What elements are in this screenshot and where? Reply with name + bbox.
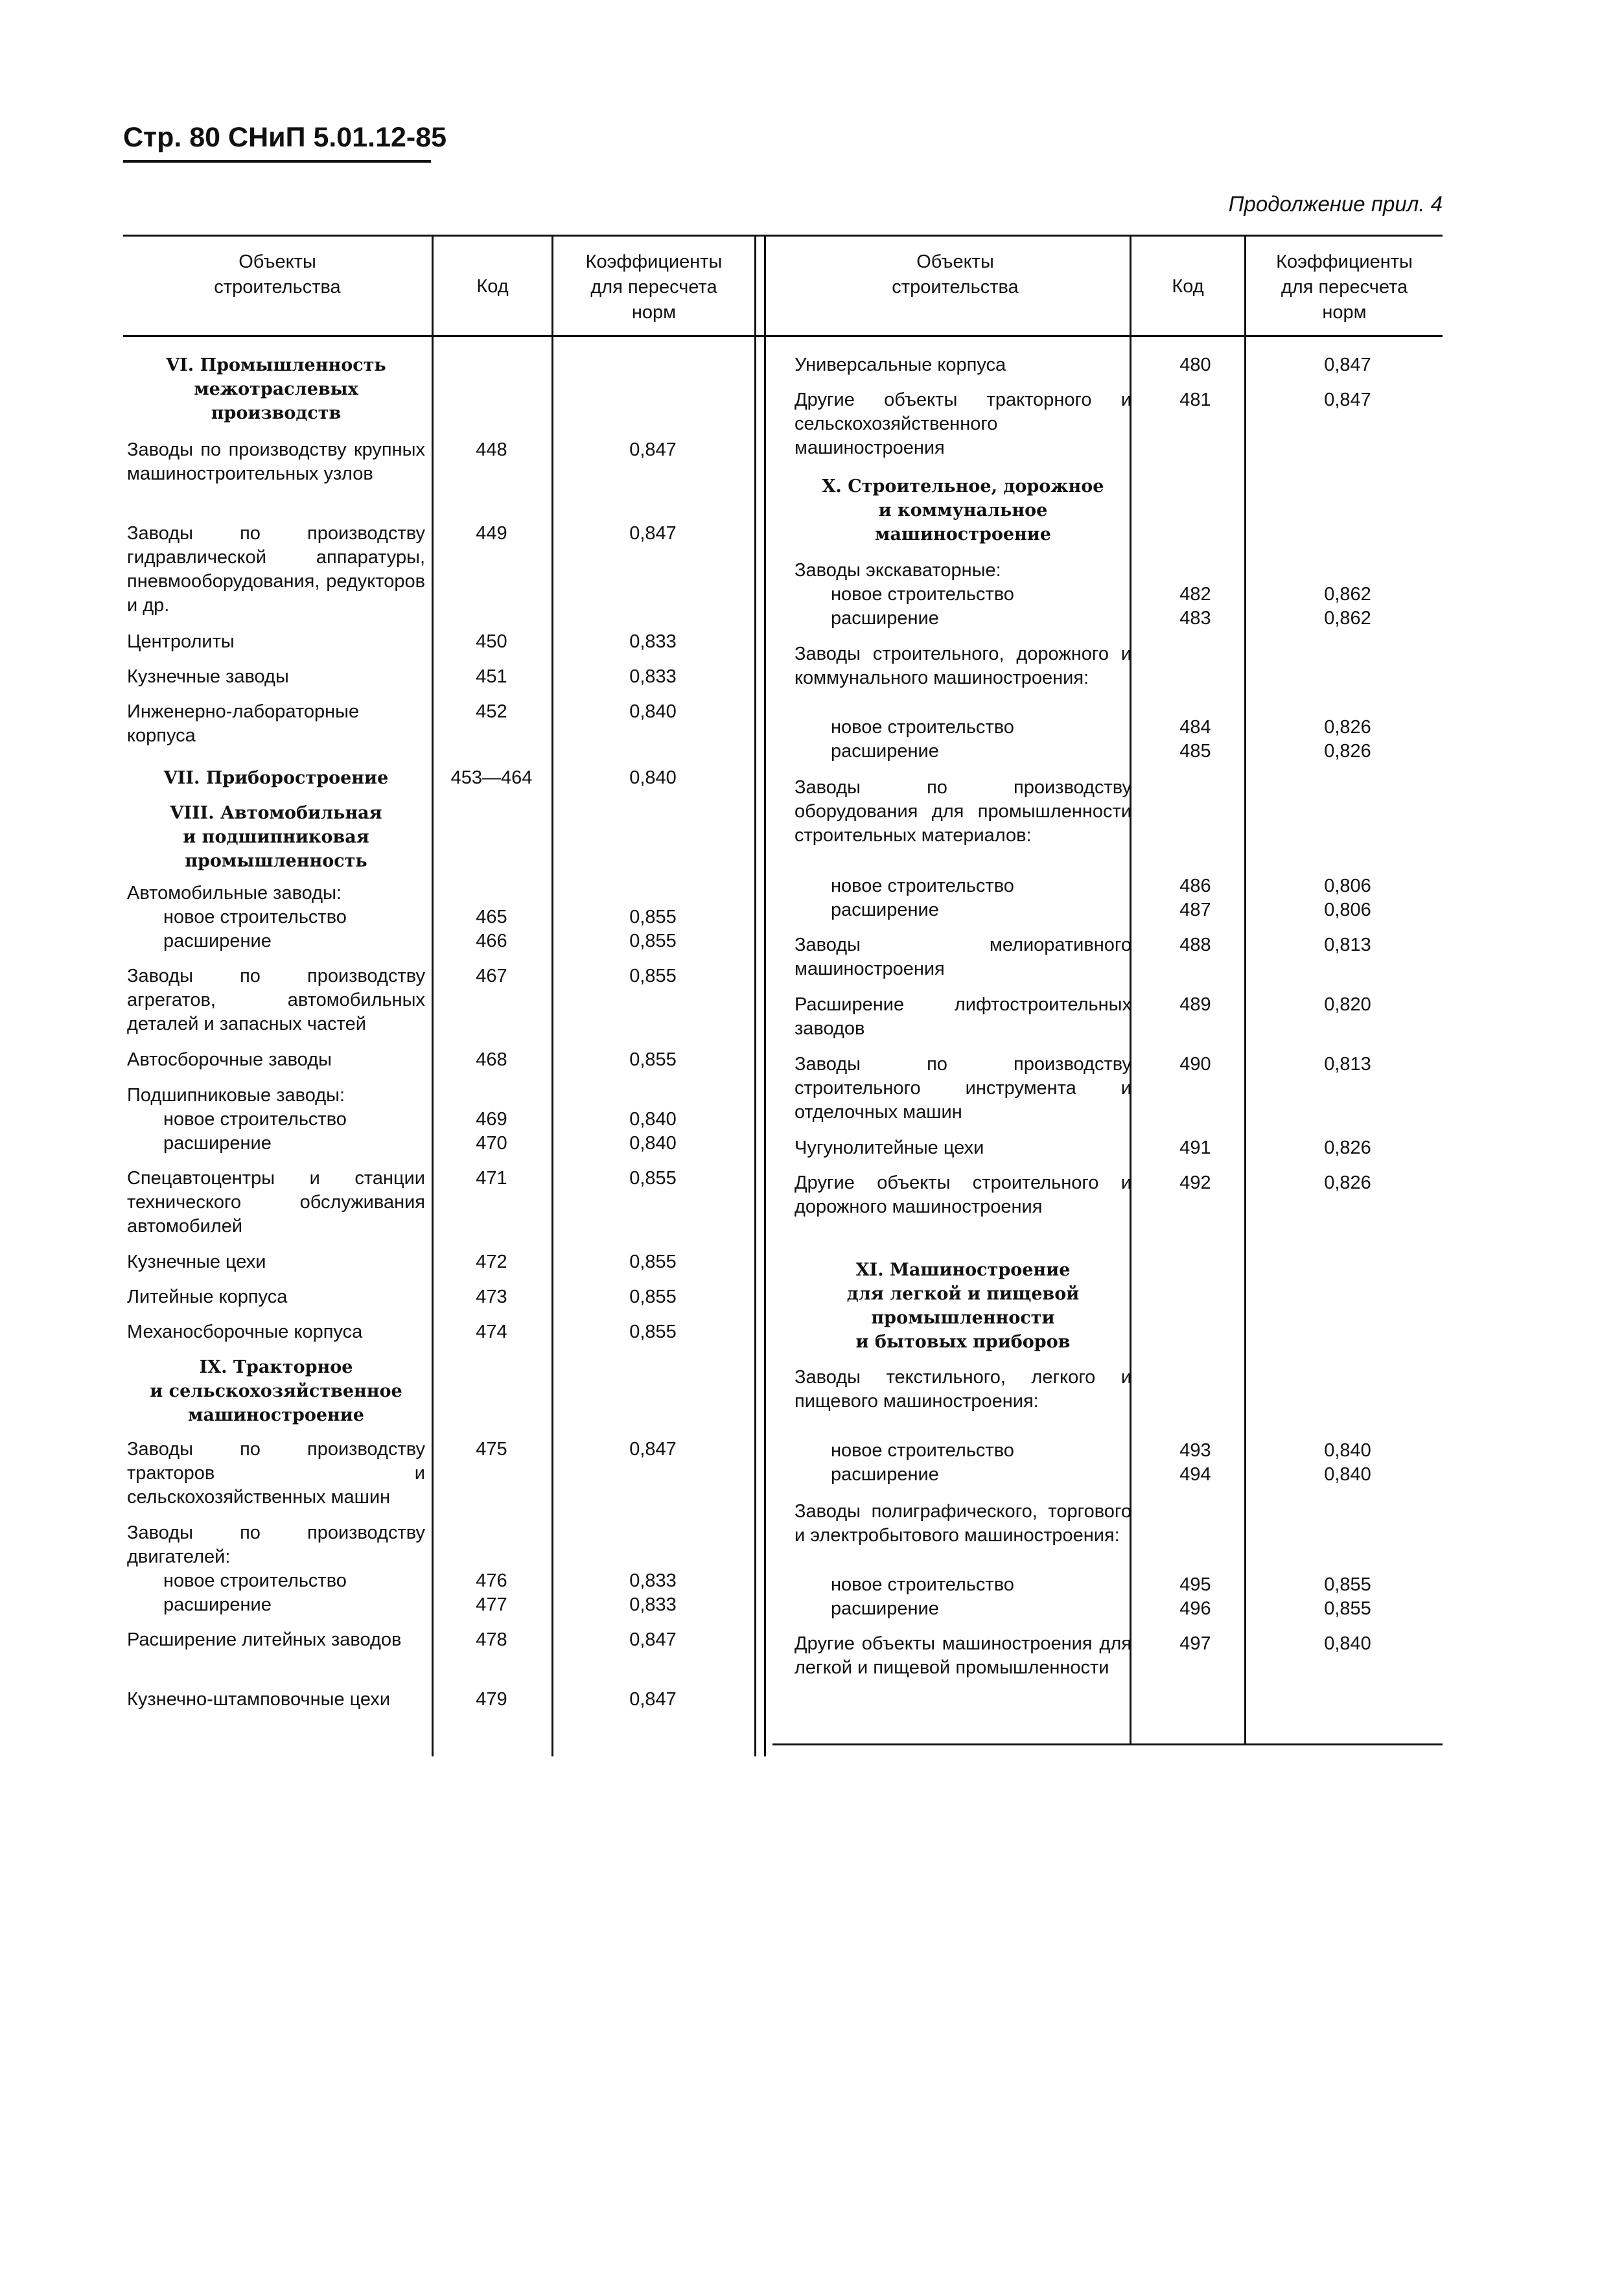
table-row (123, 1048, 754, 1072)
row-name: Заводы полиграфического, торгового и электробытового машиностроения: (795, 1501, 1131, 1546)
row-name: Заводы текстильного, легкого и пищевого машиностроения: (795, 1367, 1131, 1412)
row-code (432, 1084, 551, 1108)
row-coefficient (551, 1084, 754, 1108)
table-row (791, 1597, 1443, 1621)
row-code: 488 (1179, 935, 1211, 955)
section-heading: X. Строительное, дорожное и коммунальное машиностроение (822, 476, 1104, 544)
table-row (123, 1132, 754, 1156)
row-name: Заводы по производству крупных машиностроительных узлов (127, 439, 425, 484)
continuation-note: Продолжение прил. 4 (1228, 192, 1443, 216)
row-coefficient: 0,833 (629, 666, 677, 687)
header-underline (123, 160, 431, 163)
row-code: 480 (1179, 355, 1211, 375)
table-row (791, 1463, 1443, 1487)
row-code: 493 (1179, 1440, 1211, 1461)
row-name: Заводы по производству тракторов и сельскохозяйственных машин (127, 1439, 425, 1508)
row-code: 478 (476, 1629, 507, 1650)
row-name: новое строительство (831, 584, 1014, 605)
table-row (791, 740, 1443, 763)
table-row (123, 1250, 754, 1274)
row-code (432, 1355, 551, 1427)
row-code (432, 881, 551, 905)
row-code (1138, 474, 1253, 546)
table-row (123, 1084, 754, 1108)
row-coefficient: 0,855 (629, 966, 677, 986)
table-row (123, 801, 754, 873)
row-coefficient: 0,855 (629, 1287, 677, 1307)
row-name: Автомобильные заводы: (127, 883, 342, 903)
row-code: 451 (476, 666, 507, 687)
table-row (123, 766, 754, 790)
table-row (123, 700, 754, 748)
row-name: Инженерно-лабораторные корпуса (127, 701, 360, 746)
row-coefficient: 0,806 (1324, 900, 1371, 920)
row-code: 492 (1179, 1172, 1211, 1193)
row-code: 469 (476, 1109, 507, 1130)
row-code (1138, 1258, 1253, 1354)
row-code (1138, 559, 1253, 583)
table-row (123, 881, 754, 905)
row-name: Расширение литейных заводов (127, 1629, 402, 1650)
row-coefficient: 0,820 (1324, 994, 1371, 1015)
row-code: 452 (476, 701, 507, 722)
row-coefficient: 0,855 (629, 931, 677, 951)
row-coefficient: 0,855 (629, 1252, 677, 1272)
row-name: Подшипниковые заводы: (127, 1085, 345, 1106)
row-code (432, 801, 551, 873)
row-coefficient (551, 881, 754, 905)
row-code (1138, 642, 1253, 690)
row-code: 470 (476, 1133, 507, 1154)
row-coefficient: 0,840 (1324, 1464, 1371, 1485)
row-coefficient: 0,833 (629, 1570, 677, 1591)
row-name: Другие объекты машиностроения для легкой и пищевой промышленности (795, 1633, 1131, 1678)
table-row (791, 933, 1443, 981)
row-coefficient: 0,840 (629, 767, 677, 788)
row-coefficient (1253, 474, 1443, 546)
row-coefficient: 0,847 (629, 439, 677, 460)
row-coefficient: 0,855 (629, 1049, 677, 1070)
row-coefficient: 0,855 (629, 1322, 677, 1342)
row-code: 471 (476, 1168, 507, 1189)
row-coefficient: 0,826 (1324, 1172, 1371, 1193)
row-code (432, 353, 551, 425)
table-row (791, 1573, 1443, 1597)
row-code (1138, 776, 1253, 848)
row-coefficient: 0,840 (629, 701, 677, 722)
row-code: 449 (476, 523, 507, 544)
row-code: 491 (1179, 1137, 1211, 1158)
table-row (791, 716, 1443, 740)
row-coefficient: 0,826 (1324, 741, 1371, 762)
row-name: Заводы мелиоративного машиностроения (795, 935, 1131, 979)
row-coefficient: 0,847 (1324, 390, 1371, 410)
row-coefficient: 0,855 (1324, 1574, 1371, 1595)
row-name: расширение (163, 931, 272, 951)
col-header-objects-right: Объекты строительства (892, 251, 1019, 297)
row-code: 476 (476, 1570, 507, 1591)
table-row (791, 1366, 1443, 1414)
row-coefficient: 0,826 (1324, 1137, 1371, 1158)
table-row (791, 1053, 1443, 1125)
row-name: расширение (831, 741, 939, 762)
row-name: Кузнечные цехи (127, 1252, 266, 1272)
row-name: Заводы по производству оборудования для промышленности строительных материалов: (795, 777, 1131, 846)
table-row (123, 1108, 754, 1132)
row-code: 479 (476, 1689, 507, 1710)
row-name: Универсальные корпуса (795, 355, 1006, 375)
table-row (123, 1688, 754, 1712)
table-row (123, 1320, 754, 1344)
row-name: Другие объекты тракторного и сельскохозяйственного машиностроения (795, 390, 1131, 458)
row-name: Кузнечные заводы (127, 666, 289, 687)
row-coefficient (1253, 642, 1443, 690)
table-row (123, 1569, 754, 1593)
row-code: 481 (1179, 390, 1211, 410)
row-coefficient: 0,847 (629, 1439, 677, 1460)
row-code: 466 (476, 931, 507, 951)
row-coefficient: 0,833 (629, 631, 677, 652)
right-table-bottom-border (772, 1743, 1443, 1745)
section-heading: IX. Тракторное и сельскохозяйственное машиностроение (150, 1357, 402, 1425)
row-code: 472 (476, 1252, 507, 1272)
row-name: расширение (831, 608, 939, 629)
row-code: 489 (1179, 994, 1211, 1015)
table-row (123, 1285, 754, 1309)
row-coefficient: 0,855 (629, 1168, 677, 1189)
row-code: 448 (476, 439, 507, 460)
row-code: 487 (1179, 900, 1211, 920)
center-double-divider-a (754, 235, 756, 1756)
section-heading: VI. Промышленность межотраслевых производств (166, 355, 386, 423)
table-row (791, 607, 1443, 631)
row-name: расширение (831, 1464, 939, 1485)
row-code: 494 (1179, 1464, 1211, 1485)
row-name: Автосборочные заводы (127, 1049, 332, 1070)
section-heading: XI. Машиностроение для легкой и пищевой промышленности и бытовых приборов (846, 1260, 1080, 1352)
table-row (791, 353, 1443, 377)
row-coefficient: 0,855 (629, 907, 677, 927)
row-code: 482 (1179, 584, 1211, 605)
table-row (123, 905, 754, 929)
row-code: 495 (1179, 1574, 1211, 1595)
row-name: Заводы по производству агрегатов, автомобильных деталей и запасных частей (127, 966, 425, 1034)
table-row (791, 388, 1443, 460)
center-double-divider-b (764, 235, 766, 1756)
row-coefficient: 0,862 (1324, 608, 1371, 629)
row-name: Заводы по производству гидравлической аппаратуры, пневмооборудования, редукторов и др. (127, 523, 425, 616)
row-coefficient: 0,813 (1324, 1054, 1371, 1075)
row-coefficient (551, 1355, 754, 1427)
row-code: 450 (476, 631, 507, 652)
row-name: расширение (831, 1598, 939, 1619)
table-row (123, 665, 754, 689)
row-code: 483 (1179, 608, 1211, 629)
row-code: 485 (1179, 741, 1211, 762)
table-row (791, 1439, 1443, 1463)
row-name: Центролиты (127, 631, 235, 652)
row-code: 484 (1179, 717, 1211, 738)
table-row (123, 929, 754, 953)
col-header-coef-left: Коэффициенты для пересчета норм (585, 251, 723, 323)
table-row (791, 1171, 1443, 1219)
table-row (791, 1136, 1443, 1160)
row-name: Чугунолитейные цехи (795, 1137, 984, 1158)
row-name: новое строительство (163, 907, 347, 927)
row-code: 465 (476, 907, 507, 927)
table-row (123, 1628, 754, 1652)
row-coefficient (1253, 1258, 1443, 1354)
row-coefficient: 0,833 (629, 1594, 677, 1615)
row-coefficient: 0,847 (629, 1689, 677, 1710)
row-name: Заводы строительного, дорожного и коммунального машиностроения: (795, 644, 1131, 688)
table-row (791, 993, 1443, 1041)
row-coefficient: 0,840 (1324, 1440, 1371, 1461)
row-code: 477 (476, 1594, 507, 1615)
row-coefficient (1253, 1366, 1443, 1414)
col-header-objects-left: Объекты строительства (214, 251, 341, 297)
section-heading: VII. Приборостроение (163, 768, 389, 788)
table-row (791, 559, 1443, 583)
row-coefficient: 0,862 (1324, 584, 1371, 605)
table-row (123, 1167, 754, 1239)
row-coefficient: 0,840 (1324, 1633, 1371, 1654)
row-coefficient (1253, 776, 1443, 848)
table-row (791, 642, 1443, 690)
row-name: новое строительство (831, 1574, 1014, 1595)
row-code (432, 1521, 551, 1569)
row-coefficient: 0,855 (1324, 1598, 1371, 1619)
row-code: 490 (1179, 1054, 1211, 1075)
table-row (123, 1521, 754, 1569)
row-name: расширение (831, 900, 939, 920)
row-name: Заводы по производству двигателей: (127, 1522, 425, 1567)
row-name: Спецавтоцентры и станции технического обслуживания автомобилей (127, 1168, 425, 1237)
row-name: Другие объекты строительного и дорожного машиностроения (795, 1172, 1131, 1217)
row-code: 486 (1179, 876, 1211, 896)
table-row (791, 583, 1443, 607)
row-code: 473 (476, 1287, 507, 1307)
row-code: 474 (476, 1322, 507, 1342)
row-code: 453—464 (450, 767, 533, 788)
row-name: Расширение лифтостроительных заводов (795, 994, 1131, 1039)
table-row (791, 776, 1443, 848)
table-row (123, 522, 754, 618)
row-code: 468 (476, 1049, 507, 1070)
row-coefficient: 0,847 (629, 1629, 677, 1650)
row-coefficient (551, 1521, 754, 1569)
row-coefficient: 0,826 (1324, 717, 1371, 738)
row-code (1138, 1500, 1253, 1548)
row-name: Кузнечно-штамповочные цехи (127, 1689, 391, 1710)
col-header-coef-right: Коэффициенты для пересчета норм (1276, 251, 1413, 323)
row-coefficient (551, 801, 754, 873)
table-row (791, 1632, 1443, 1680)
row-code (1138, 1366, 1253, 1414)
row-coefficient: 0,840 (629, 1133, 677, 1154)
table-row (123, 1438, 754, 1509)
col-header-code-right: Код (1172, 276, 1204, 297)
row-name: новое строительство (831, 876, 1014, 896)
row-name: расширение (163, 1594, 272, 1615)
row-coefficient (1253, 1500, 1443, 1548)
row-coefficient (1253, 559, 1443, 583)
row-coefficient: 0,847 (1324, 355, 1371, 375)
table-row (791, 898, 1443, 922)
table-row (123, 438, 754, 486)
page-header: Стр. 80 СНиП 5.01.12-85 (123, 122, 447, 153)
table-row (123, 353, 754, 425)
row-name: Механосборочные корпуса (127, 1322, 363, 1342)
row-name: новое строительство (163, 1109, 347, 1130)
row-name: расширение (163, 1133, 272, 1154)
table-row (123, 1593, 754, 1617)
table-row (791, 874, 1443, 898)
row-code: 475 (476, 1439, 507, 1460)
row-name: Заводы экскаваторные: (795, 560, 1001, 581)
row-name: новое строительство (831, 717, 1014, 738)
row-code: 496 (1179, 1598, 1211, 1619)
row-name: новое строительство (831, 1440, 1014, 1461)
row-code: 467 (476, 966, 507, 986)
table-row (791, 1500, 1443, 1548)
row-code: 497 (1179, 1633, 1211, 1654)
row-name: Заводы по производству строительного инструмента и отделочных машин (795, 1054, 1131, 1123)
table-row (123, 630, 754, 654)
col-header-code-left: Код (476, 276, 509, 297)
table-row (123, 964, 754, 1036)
row-coefficient: 0,813 (1324, 935, 1371, 955)
row-coefficient (551, 353, 754, 425)
table-row (123, 1355, 754, 1427)
row-coefficient: 0,847 (629, 523, 677, 544)
row-coefficient: 0,840 (629, 1109, 677, 1130)
row-name: Литейные корпуса (127, 1287, 288, 1307)
section-heading: VIII. Автомобильная и подшипниковая промышленность (170, 803, 382, 871)
row-name: новое строительство (163, 1570, 347, 1591)
table-row (791, 474, 1443, 546)
row-coefficient: 0,806 (1324, 876, 1371, 896)
table-row (791, 1258, 1443, 1354)
